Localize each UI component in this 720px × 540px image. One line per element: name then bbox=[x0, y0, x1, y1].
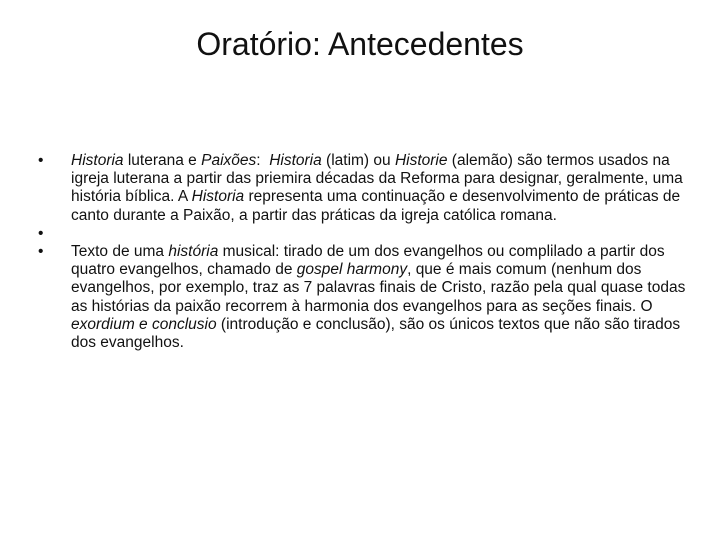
italic-text-run: história bbox=[168, 243, 219, 260]
text-run: luterana e bbox=[123, 152, 202, 169]
text-run: : bbox=[256, 152, 270, 169]
text-run: representa uma continuação e desenvolvimento de práticas de canto durante a Paixão, a partir das práticas da igreja católica romana. bbox=[71, 188, 685, 224]
text-run: (alemão) são termos usados na igreja luterana a partir das priemira décadas da Reforma para designar, geralmente, uma história bíblica. A bbox=[71, 152, 688, 206]
text-run: musical: tirado de um dos evangelhos ou complilado a partir dos quatro evangelhos, chamado de bbox=[71, 243, 669, 279]
bullet-marker: • bbox=[38, 243, 44, 260]
bullet-text bbox=[71, 243, 690, 351]
italic-text-run: exordium e conclusio bbox=[71, 315, 217, 333]
text-run: (latim) ou bbox=[321, 152, 395, 169]
italic-text-run: Historia bbox=[191, 188, 245, 206]
bullet-item-historia bbox=[38, 152, 690, 225]
text-run: , que é mais comum (nenhum dos evangelhos, por exemplo, traz as 7 palavras finais de Cristo, razão pela qual quase todas as histórias da paixão recorrem à harmonia dos evangelhos para as seções finais. O bbox=[71, 261, 690, 315]
bullet-item-empty bbox=[38, 225, 690, 243]
text-run: Texto de uma bbox=[71, 243, 169, 260]
bullet-list bbox=[38, 152, 690, 352]
bullet-text bbox=[71, 152, 687, 224]
italic-text-run: Historia bbox=[71, 152, 124, 169]
italic-text-run: Historia bbox=[269, 152, 322, 169]
text-run: (introdução e conclusão), são os únicos textos que não são tirados dos evangelhos. bbox=[71, 315, 685, 352]
italic-text-run: Paixões bbox=[201, 152, 257, 169]
bullet-marker: • bbox=[38, 224, 44, 242]
bullet-item-texto bbox=[38, 243, 690, 352]
italic-text-run: Historie bbox=[394, 152, 448, 169]
italic-text-run: gospel harmony bbox=[296, 261, 408, 279]
bullet-marker: • bbox=[38, 152, 44, 169]
slide-title: Oratório: Antecedentes bbox=[196, 26, 524, 62]
